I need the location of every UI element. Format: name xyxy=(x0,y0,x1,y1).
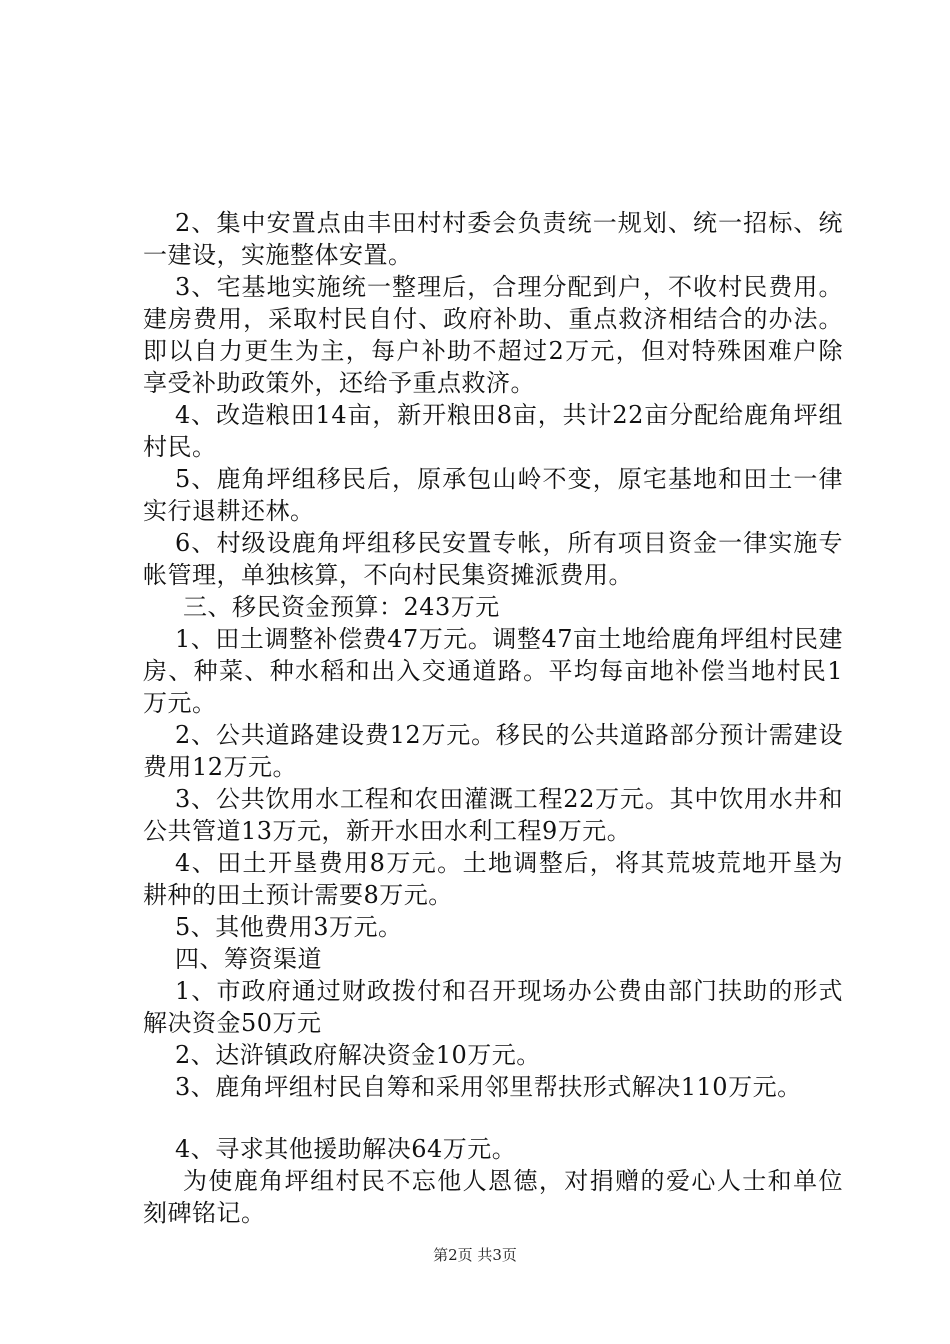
spacer xyxy=(143,1103,843,1133)
paragraph: 2、集中安置点由丰田村村委会负责统一规划、统一招标、统一建设，实施整体安置。 xyxy=(143,209,843,269)
paragraph: 3、宅基地实施统一整理后，合理分配到户，不收村民费用。建房费用，采取村民自付、政府补助、重点救济相结合的办法。即以自力更生为主，每户补助不超过2万元，但对特殊困难户除享受补助政策外，还给予重点救济。 xyxy=(143,273,843,397)
paragraph: 6、村级设鹿角坪组移民安置专帐，所有项目资金一律实施专帐管理，单独核算，不向村民集资摊派费用。 xyxy=(143,529,843,589)
paragraph: 2、达浒镇政府解决资金10万元。 xyxy=(175,1041,541,1069)
document-body xyxy=(143,207,843,1229)
paragraph: 3、鹿角坪组村民自筹和采用邻里帮扶形式解决110万元。 xyxy=(175,1073,802,1101)
paragraph: 4、改造粮田14亩，新开粮田8亩，共计22亩分配给鹿角坪组村民。 xyxy=(143,401,843,461)
section-heading: 三、移民资金预算：243万元 xyxy=(183,593,500,621)
section-heading: 四、筹资渠道 xyxy=(175,945,322,973)
paragraph: 3、公共饮用水工程和农田灌溉工程22万元。其中饮用水井和公共管道13万元，新开水田水利工程9万元。 xyxy=(143,785,843,845)
paragraph: 5、其他费用3万元。 xyxy=(175,913,403,941)
paragraph: 5、鹿角坪组移民后，原承包山岭不变，原宅基地和田土一律实行退耕还林。 xyxy=(143,465,843,525)
paragraph: 为使鹿角坪组村民不忘他人恩德，对捐赠的爱心人士和单位刻碑铭记。 xyxy=(143,1167,843,1227)
paragraph: 4、田土开垦费用8万元。土地调整后，将其荒坡荒地开垦为耕种的田土预计需要8万元。 xyxy=(143,849,843,909)
paragraph: 1、市政府通过财政拨付和召开现场办公费由部门扶助的形式解决资金50万元 xyxy=(143,977,843,1037)
paragraph: 4、寻求其他援助解决64万元。 xyxy=(175,1135,517,1163)
paragraph: 2、公共道路建设费12万元。移民的公共道路部分预计需建设费用12万元。 xyxy=(143,721,843,781)
page-number-label: 第2页 共3页 xyxy=(433,1246,517,1264)
paragraph: 1、田土调整补偿费47万元。调整47亩土地给鹿角坪组村民建房、种菜、种水稻和出入交通道路。平均每亩地补偿当地村民1万元。 xyxy=(143,625,843,717)
page-footer xyxy=(0,1244,950,1265)
